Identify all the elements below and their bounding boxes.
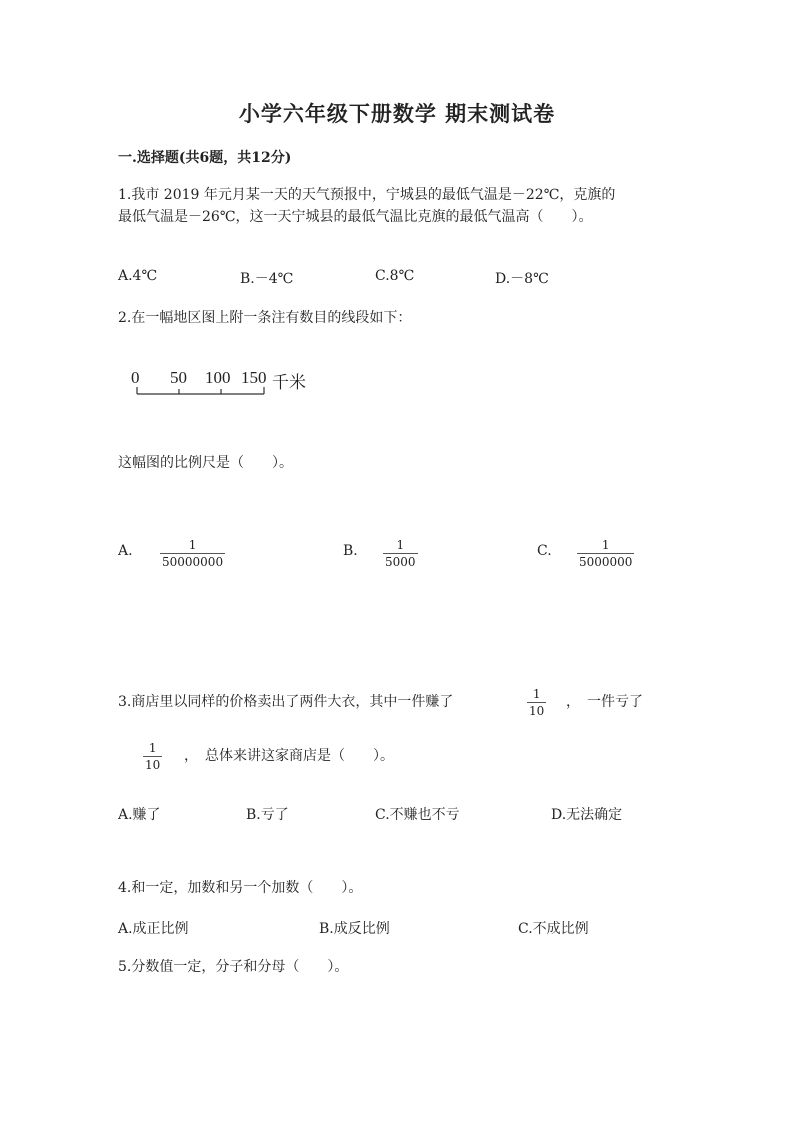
option-b[interactable]: B.亏了 — [246, 807, 289, 823]
scale-label-150: 150 — [241, 368, 267, 387]
question-5-text: 5.分数值一定，分子和分母（ ）。 — [118, 959, 349, 975]
option-d[interactable]: D.无法确定 — [551, 807, 623, 823]
scale-label-100: 100 — [205, 368, 231, 387]
option-b-fraction[interactable] — [383, 537, 418, 570]
question-3-part-1: 3.商店里以同样的价格卖出了两件大衣，其中一件赚了 — [118, 694, 454, 710]
fraction-numerator: 1 — [148, 741, 157, 755]
question-2-text: 2.在一幅地区图上附一条注有数目的线段如下： — [118, 310, 412, 326]
scale-label-50: 50 — [170, 368, 187, 387]
option-c-fraction[interactable] — [577, 537, 634, 570]
option-c[interactable]: C.不成比例 — [518, 921, 589, 937]
option-a-fraction[interactable] — [160, 537, 225, 570]
option-a[interactable]: A.赚了 — [118, 807, 161, 823]
fraction-denominator: 5000000 — [579, 555, 633, 569]
option-a-letter[interactable]: A. — [118, 543, 133, 559]
question-3-fraction-1 — [527, 686, 546, 719]
option-c-letter[interactable]: C. — [537, 543, 552, 559]
question-2-prompt: 这幅图的比例尺是（ ）。 — [118, 455, 293, 471]
fraction-numerator: 1 — [532, 687, 541, 701]
option-b-letter[interactable]: B. — [343, 543, 358, 559]
option-b[interactable]: B.－4℃ — [240, 271, 294, 287]
option-a[interactable]: A.成正比例 — [118, 921, 189, 937]
page-title: 小学六年级下册数学 期末测试卷 — [238, 101, 556, 126]
question-3-fraction-2 — [143, 740, 162, 773]
fraction-numerator: 1 — [396, 538, 405, 552]
fraction-denominator: 50000000 — [162, 555, 224, 569]
fraction-denominator: 10 — [529, 704, 545, 718]
scale-label-0: 0 — [131, 368, 140, 387]
scale-unit: 千米 — [272, 373, 306, 392]
option-d[interactable]: D.－8℃ — [495, 271, 549, 287]
option-a[interactable]: A.4℃ — [118, 268, 158, 284]
option-b[interactable]: B.成反比例 — [319, 921, 390, 937]
option-c[interactable]: C.不赚也不亏 — [375, 807, 460, 823]
fraction-denominator: 5000 — [385, 555, 416, 569]
section-heading: 一.选择题(共6题，共12分) — [118, 150, 292, 166]
fraction-denominator: 10 — [145, 758, 161, 772]
question-3-part-2: ， 一件亏了 — [566, 694, 643, 710]
question-3-part-3: ， 总体来讲这家商店是（ ）。 — [184, 748, 394, 764]
scale-line — [130, 385, 270, 399]
question-1-line-1: 1.我市 2019 年元月某一天的天气预报中，宁城县的最低气温是－22℃，克旗的 — [118, 187, 616, 203]
fraction-numerator: 1 — [601, 538, 610, 552]
option-c[interactable]: C.8℃ — [375, 268, 415, 284]
question-4-text: 4.和一定，加数和另一个加数（ ）。 — [118, 880, 363, 896]
fraction-numerator: 1 — [188, 538, 197, 552]
question-1-line-2: 最低气温是－26℃，这一天宁城县的最低气温比克旗的最低气温高（ ）。 — [118, 209, 593, 225]
